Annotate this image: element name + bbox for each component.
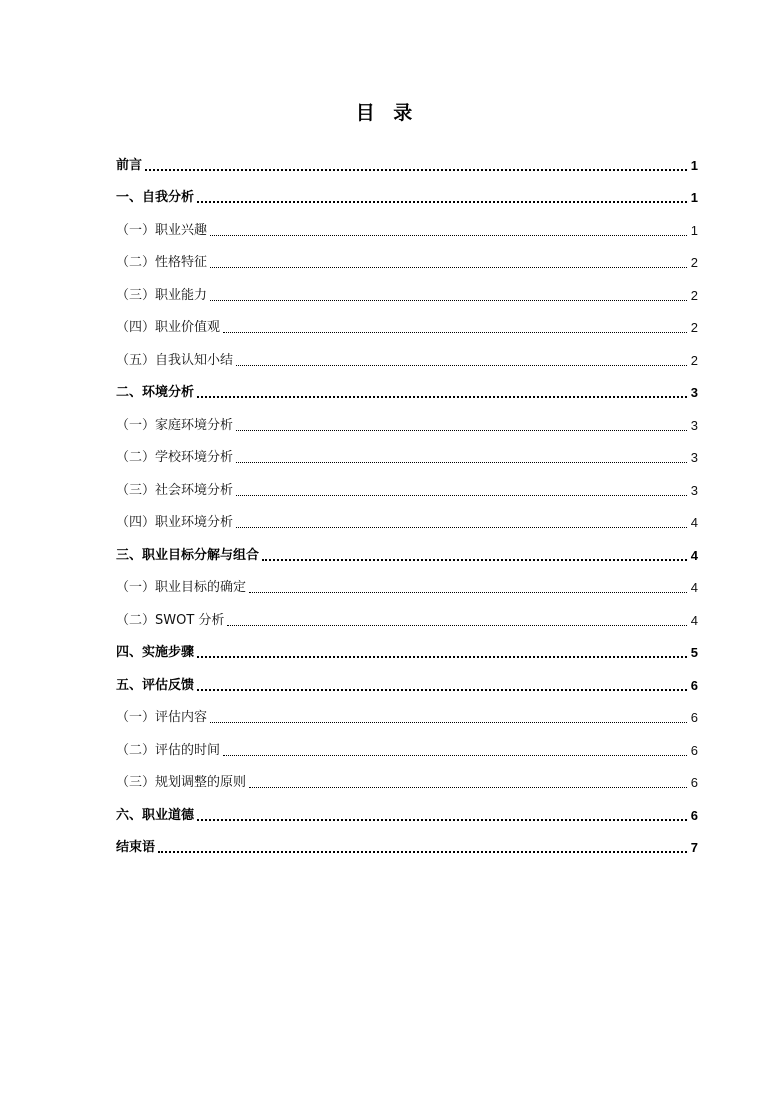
toc-entry-label: （四）职业价值观: [116, 320, 221, 335]
toc-dot-leader: [236, 429, 687, 431]
toc-entry-label: 二、环境分析: [116, 385, 195, 400]
toc-entry-label: （三）规划调整的原则: [116, 775, 247, 790]
toc-entry-label: 六、职业道德: [116, 807, 195, 823]
toc-dot-leader: [197, 688, 687, 691]
toc-entry-section[interactable]: [116, 500, 698, 533]
toc-entry-section[interactable]: [116, 337, 698, 370]
toc-entry-label: （五）自我认知小结: [116, 352, 234, 368]
toc-dot-leader: [236, 364, 687, 366]
toc-list: [116, 142, 698, 857]
toc-entry-section[interactable]: [116, 467, 698, 500]
toc-entry-section[interactable]: [116, 207, 698, 240]
toc-entry-chapter[interactable]: [116, 370, 698, 403]
toc-entry-chapter[interactable]: [116, 532, 698, 565]
toc-dot-leader: [197, 818, 687, 821]
toc-entry-page-number: 5: [690, 645, 698, 660]
toc-entry-label: （三）社会环境分析: [116, 482, 234, 498]
toc-entry-chapter[interactable]: [116, 825, 698, 858]
toc-entry-chapter[interactable]: [116, 175, 698, 208]
toc-entry-label: 结束语: [116, 840, 156, 855]
toc-entry-section[interactable]: [116, 727, 698, 760]
toc-entry-page-number: 6: [690, 710, 698, 725]
toc-entry-section[interactable]: [116, 435, 698, 468]
toc-entry-page-number: 3: [690, 482, 698, 498]
toc-entry-label: （二）学校环境分析: [116, 450, 234, 465]
toc-entry-label: （四）职业环境分析: [116, 515, 234, 530]
toc-entry-section[interactable]: [116, 272, 698, 305]
toc-entry-section[interactable]: [116, 760, 698, 793]
toc-entry-section[interactable]: [116, 695, 698, 728]
toc-entry-chapter[interactable]: [116, 630, 698, 663]
toc-entry-page-number: 6: [690, 775, 698, 790]
toc-entry-label: （一）职业目标的确定: [116, 580, 247, 595]
toc-title: 目 录: [355, 102, 419, 124]
toc-entry-page-number: 2: [690, 255, 698, 270]
toc-dot-leader: [197, 395, 687, 398]
toc-entry-label: 五、评估反馈: [116, 677, 195, 693]
toc-entry-section[interactable]: [116, 305, 698, 338]
toc-entry-page-number: 2: [690, 320, 698, 335]
toc-entry-label: （三）职业能力: [116, 287, 208, 303]
toc-entry-page-number: 4: [690, 547, 698, 563]
toc-entry-page-number: 1: [690, 157, 698, 173]
toc-entry-page-number: 1: [690, 190, 698, 205]
toc-entry-page-number: 6: [690, 807, 698, 823]
toc-dot-leader: [236, 494, 687, 496]
toc-entry-page-number: 4: [690, 580, 698, 595]
toc-dot-leader: [223, 331, 687, 333]
toc-entry-page-number: 4: [690, 612, 698, 628]
toc-entry-label: 四、实施步骤: [116, 645, 195, 660]
toc-dot-leader: [145, 168, 687, 171]
toc-entry-section[interactable]: [116, 240, 698, 273]
toc-entry-page-number: 3: [690, 417, 698, 433]
toc-dot-leader: [262, 558, 687, 561]
toc-entry-label: 一、自我分析: [116, 190, 195, 205]
toc-entry-label: （二）SWOT 分析: [116, 612, 225, 628]
toc-dot-leader: [249, 591, 687, 593]
toc-entry-section[interactable]: [116, 402, 698, 435]
toc-entry-section[interactable]: [116, 565, 698, 598]
toc-dot-leader: [197, 200, 687, 203]
toc-dot-leader: [227, 624, 687, 626]
toc-entry-page-number: 3: [690, 385, 698, 400]
toc-dot-leader: [236, 526, 687, 528]
toc-entry-page-number: 2: [690, 287, 698, 303]
toc-dot-leader: [210, 721, 687, 723]
toc-entry-label: 三、职业目标分解与组合: [116, 547, 260, 563]
toc-entry-label: （二）评估的时间: [116, 742, 221, 758]
toc-entry-label: （一）家庭环境分析: [116, 417, 234, 433]
toc-entry-chapter[interactable]: [116, 142, 698, 175]
toc-dot-leader: [236, 461, 687, 463]
toc-dot-leader: [158, 850, 687, 853]
toc-entry-chapter[interactable]: [116, 792, 698, 825]
toc-dot-leader: [210, 266, 687, 268]
toc-dot-leader: [197, 655, 687, 658]
toc-entry-page-number: 4: [690, 515, 698, 530]
toc-entry-label: （一）评估内容: [116, 710, 208, 725]
toc-entry-page-number: 3: [690, 450, 698, 465]
toc-entry-page-number: 1: [690, 222, 698, 238]
toc-entry-section[interactable]: [116, 597, 698, 630]
toc-entry-page-number: 2: [690, 352, 698, 368]
toc-dot-leader: [223, 754, 687, 756]
toc-dot-leader: [210, 234, 687, 236]
toc-entry-page-number: 6: [690, 742, 698, 758]
toc-entry-label: （一）职业兴趣: [116, 222, 208, 238]
toc-dot-leader: [249, 786, 687, 788]
toc-entry-page-number: 7: [690, 840, 698, 855]
toc-entry-label: （二）性格特征: [116, 255, 208, 270]
toc-entry-page-number: 6: [690, 677, 698, 693]
toc-entry-chapter[interactable]: [116, 662, 698, 695]
toc-entry-label: 前言: [116, 157, 143, 173]
toc-dot-leader: [210, 299, 687, 301]
